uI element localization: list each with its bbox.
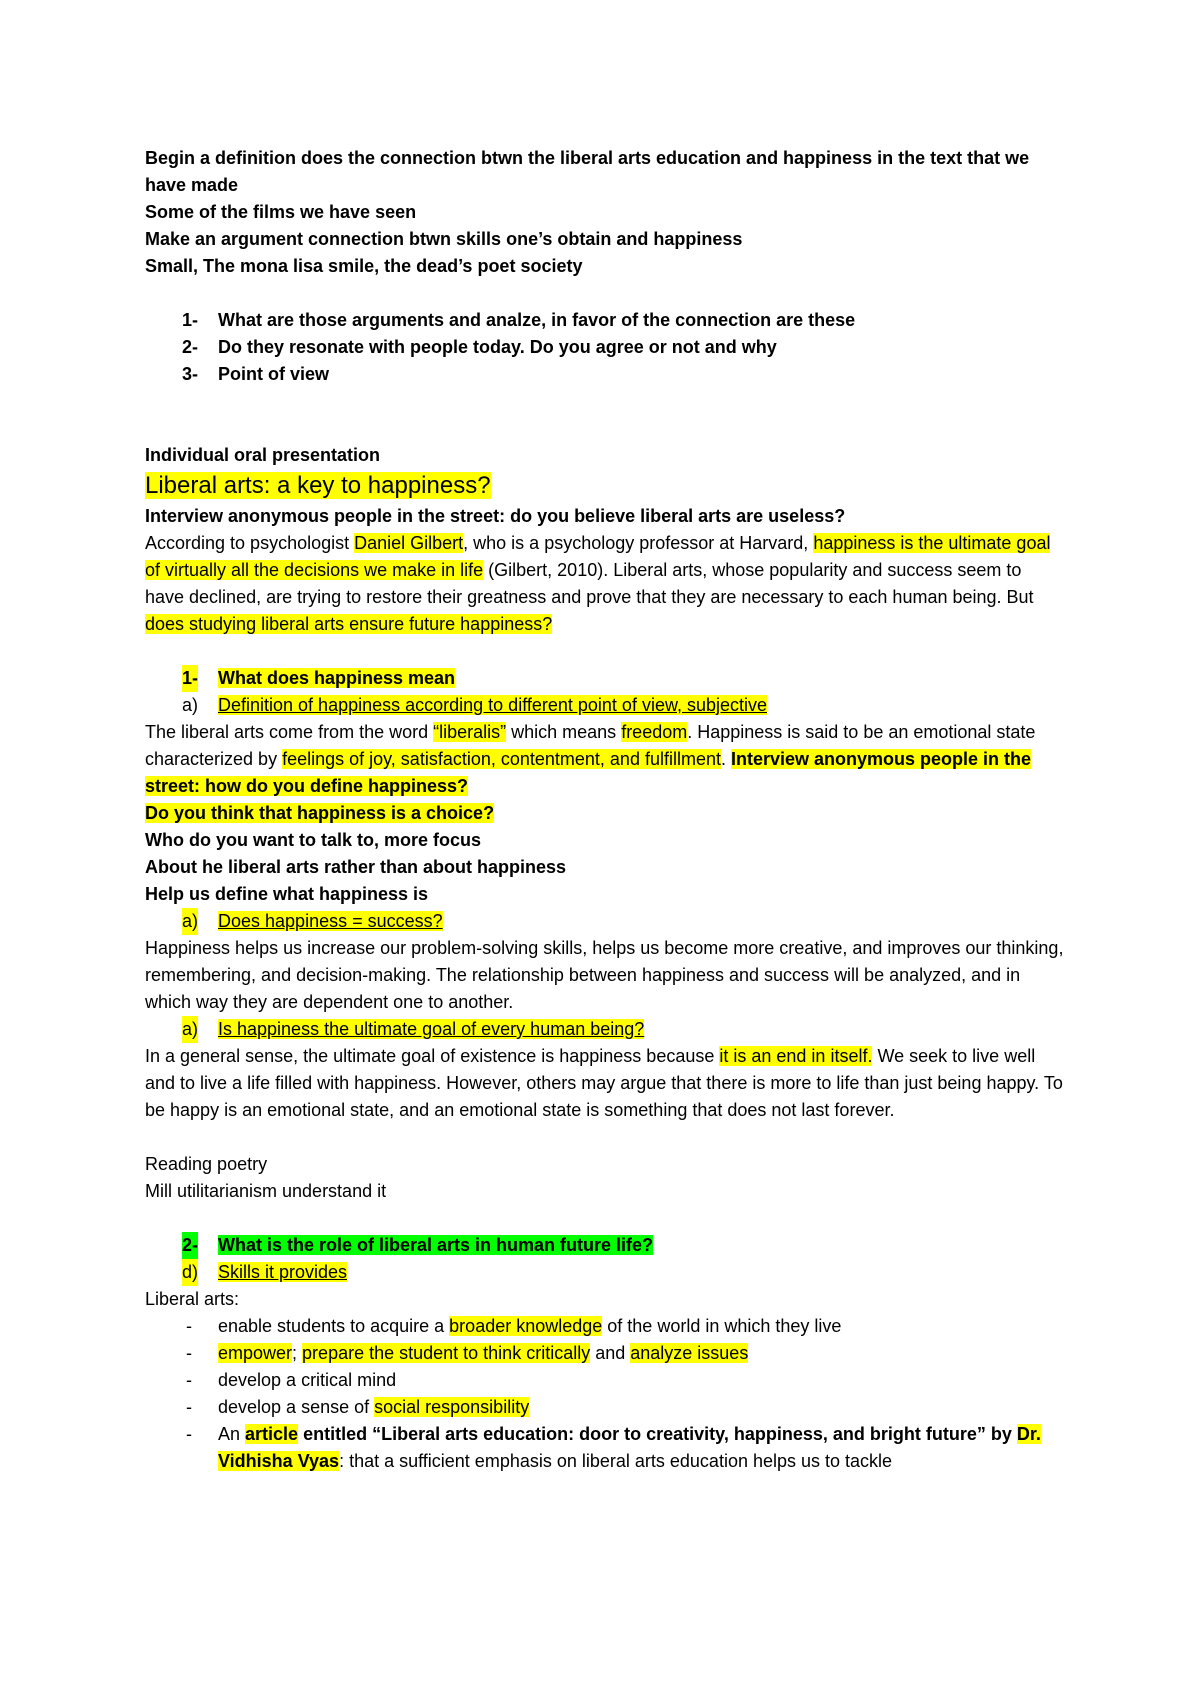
question-text: Do they resonate with people today. Do you agree or not and why xyxy=(218,337,777,357)
question-number: 1- xyxy=(182,310,199,330)
intro-line-3: Make an argument connection btwn skills one’s obtain and happiness xyxy=(145,229,743,249)
intro-paragraph xyxy=(145,530,1065,638)
question-number: 2- xyxy=(182,337,199,357)
text-run: According to psychologist xyxy=(145,533,355,553)
note-line: About he liberal arts rather than about happiness xyxy=(145,857,567,877)
question-item xyxy=(145,334,1065,361)
question-number: 3- xyxy=(182,364,199,384)
sub-title: Definition of happiness according to different point of view, subjective xyxy=(218,695,767,715)
text-run: : that a sufficient emphasis on liberal arts education helps us to tackle xyxy=(339,1451,893,1471)
question-text: Point of view xyxy=(218,364,330,384)
question-text: What are those arguments and analze, in favor of the connection are these xyxy=(218,310,856,330)
text-run: . xyxy=(720,749,731,769)
sub-marker: d) xyxy=(182,1259,198,1286)
text-run: develop a sense of xyxy=(218,1397,375,1417)
intro-line-2: Some of the films we have seen xyxy=(145,202,417,222)
section-2-title: What is the role of liberal arts in human future life? xyxy=(218,1235,654,1255)
bullet-item xyxy=(145,1421,1065,1475)
text-run: An xyxy=(218,1424,246,1444)
section-2-heading xyxy=(145,1232,1065,1259)
bullet-dash: - xyxy=(186,1424,192,1444)
subheading-ultimate-goal xyxy=(145,1016,1065,1043)
text-run: (Gilbert, 2010). Liberal arts, whose popularity and success seem to have declined, are trying to restore their greatness and prove that they are necessary to each human being. But xyxy=(145,560,1034,607)
bullet-dash: - xyxy=(186,1370,192,1390)
subheading-skills xyxy=(145,1259,1065,1286)
intro-line-4: Small, The mona lisa smile, the dead’s poet society xyxy=(145,256,583,276)
text-run: We seek to live well and to live a life filled with happiness. However, others may argue that there is more to life than just being happy. To be happy is an emotional state, and an emotional state is something that does not last forever. xyxy=(145,1046,1063,1120)
text-run: which means xyxy=(506,722,622,742)
highlight-interview-2: Interview anonymous people in the street: how do you define happiness? xyxy=(145,749,1032,796)
liberal-arts-paragraph xyxy=(145,719,1065,800)
bullet-dash: - xyxy=(186,1343,192,1363)
choice-question xyxy=(145,800,1065,827)
highlight-gilbert: Daniel Gilbert xyxy=(354,533,464,553)
article-title: entitled “Liberal arts education: door to creativity, happiness, and bright future” by xyxy=(298,1424,1017,1444)
highlight-social-responsibility: social responsibility xyxy=(374,1397,530,1417)
text-run: , who is a psychology professor at Harvard, xyxy=(463,533,814,553)
section-2-number: 2- xyxy=(182,1232,198,1259)
highlight-analyze-issues: analyze issues xyxy=(630,1343,749,1363)
note-line: Reading poetry xyxy=(145,1154,268,1174)
highlight-think-critically: prepare the student to think critically xyxy=(302,1343,591,1363)
bullet-lead: Liberal arts: xyxy=(145,1289,240,1309)
bullet-item xyxy=(145,1367,1065,1394)
highlight-broader-knowledge: broader knowledge xyxy=(449,1316,603,1336)
presentation-title xyxy=(145,469,1065,503)
text-run: and xyxy=(590,1343,631,1363)
text-run: In a general sense, the ultimate goal of existence is happiness because xyxy=(145,1046,720,1066)
sub-title: Does happiness = success? xyxy=(218,911,443,931)
text-run: develop a critical mind xyxy=(218,1370,397,1390)
question-item xyxy=(145,361,1065,388)
intro-line-1: Begin a definition does the connection btwn the liberal arts education and happiness in the text that we have made xyxy=(145,148,1030,195)
note-line: Who do you want to talk to, more focus xyxy=(145,830,481,850)
section-1-title: What does happiness mean xyxy=(218,668,456,688)
highlight-ultimate-goal: happiness is the ultimate goal of virtually all the decisions we make in life xyxy=(145,533,1051,580)
highlight-freedom: freedom xyxy=(621,722,688,742)
success-paragraph: Happiness helps us increase our problem-solving skills, helps us become more creative, and improves our thinking, remembering, and decision-making. The relationship between happiness and success will be analyzed, and in which way they are dependent one to another. xyxy=(145,938,1064,1012)
highlight-choice: Do you think that happiness is a choice? xyxy=(145,803,495,823)
sub-marker: a) xyxy=(182,1016,198,1043)
bullet-item xyxy=(145,1394,1065,1421)
document-body xyxy=(145,145,1065,1475)
interview-question-1: Interview anonymous people in the street: do you believe liberal arts are useless? xyxy=(145,506,846,526)
highlight-article: article xyxy=(245,1424,299,1444)
sub-marker: a) xyxy=(182,908,198,935)
highlight-empower: empower xyxy=(218,1343,293,1363)
text-run: . Happiness is said to be an emotional state characterized by xyxy=(145,722,1036,769)
note-line: Mill utilitarianism understand it xyxy=(145,1181,387,1201)
presentation-label: Individual oral presentation xyxy=(145,445,381,465)
highlight-liberalis: “liberalis” xyxy=(433,722,507,742)
ultimate-goal-paragraph xyxy=(145,1043,1065,1124)
note-line: Help us define what happiness is xyxy=(145,884,429,904)
question-item xyxy=(145,307,1065,334)
highlight-end-in-itself: it is an end in itself. xyxy=(719,1046,873,1066)
presentation-title-text: Liberal arts: a key to happiness? xyxy=(145,472,491,499)
section-1-heading xyxy=(145,665,1065,692)
highlight-question: does studying liberal arts ensure future happiness? xyxy=(145,614,553,634)
subheading-success xyxy=(145,908,1065,935)
subheading-definition xyxy=(145,692,1065,719)
question-list xyxy=(145,307,1065,388)
highlight-feelings: feelings of joy, satisfaction, contentment, and fulfillment xyxy=(282,749,721,769)
text-run: ; xyxy=(292,1343,303,1363)
bullet-dash: - xyxy=(186,1397,192,1417)
text-run: of the world in which they live xyxy=(602,1316,842,1336)
bullet-dash: - xyxy=(186,1316,192,1336)
sub-title: Skills it provides xyxy=(218,1262,348,1282)
text-run: The liberal arts come from the word xyxy=(145,722,434,742)
highlight-author: Dr. Vidhisha Vyas xyxy=(218,1424,1041,1471)
bullet-item xyxy=(145,1313,1065,1340)
sub-marker: a) xyxy=(182,695,199,715)
bullet-item xyxy=(145,1340,1065,1367)
section-1-number: 1- xyxy=(182,665,198,692)
text-run: enable students to acquire a xyxy=(218,1316,450,1336)
sub-title: Is happiness the ultimate goal of every human being? xyxy=(218,1019,645,1039)
